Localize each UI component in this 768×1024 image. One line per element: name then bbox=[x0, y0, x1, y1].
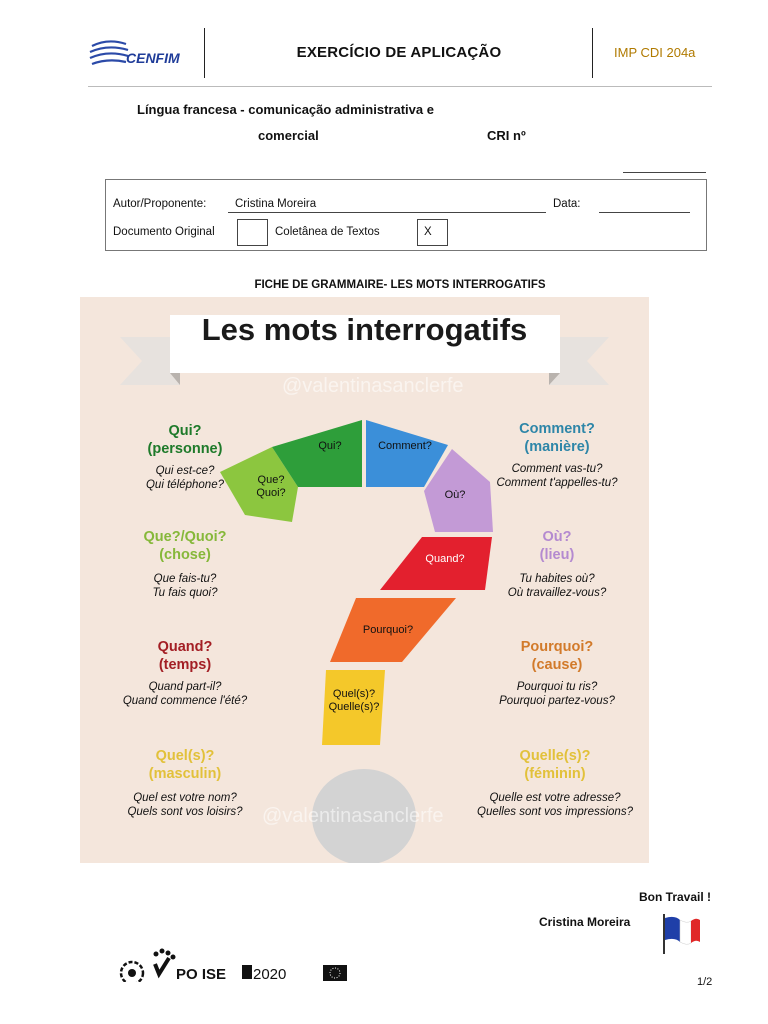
entry-qui bbox=[110, 422, 260, 492]
course-title-line2: comercial bbox=[258, 128, 319, 143]
poster-image bbox=[80, 297, 649, 863]
entry-quelle-sub: (féminin) bbox=[524, 766, 586, 782]
entry-comment-ex1: Comment vas-tu? bbox=[511, 463, 603, 475]
entry-quand-ex1: Quand part-il? bbox=[148, 681, 222, 693]
entry-quel bbox=[100, 747, 270, 819]
segment-label-comment: Comment? bbox=[378, 440, 432, 452]
segment-label-pourquoi: Pourquoi? bbox=[362, 624, 414, 636]
header-rule bbox=[88, 86, 712, 87]
entry-ou-ex2: Où travaillez-vous? bbox=[507, 587, 607, 599]
entry-quelle bbox=[462, 747, 648, 819]
watermark-bottom: @valentinasanclerfe bbox=[262, 805, 444, 827]
entry-ou-sub: (lieu) bbox=[539, 547, 575, 563]
coletanea-label: Coletânea de Textos bbox=[275, 226, 380, 238]
entry-comment-sub: (manière) bbox=[524, 439, 590, 455]
entry-qui-head: Qui? bbox=[168, 423, 202, 439]
funding-logos bbox=[110, 946, 350, 982]
entry-quel-sub: (masculin) bbox=[148, 766, 222, 782]
entry-pourquoi-ex1: Pourquoi tu ris? bbox=[516, 681, 598, 693]
header-divider-right bbox=[592, 28, 593, 78]
entry-comment bbox=[472, 420, 642, 490]
entry-pourquoi-head: Pourquoi? bbox=[520, 639, 594, 655]
pocem-logo-icon bbox=[121, 962, 143, 982]
author-label: Autor/Proponente: bbox=[113, 198, 207, 210]
bon-travail-text: Bon Travail ! bbox=[639, 890, 712, 904]
entry-comment-ex2: Comment t'appelles-tu? bbox=[496, 477, 618, 489]
entry-que bbox=[110, 528, 260, 600]
header-divider-left bbox=[204, 28, 205, 78]
entry-pourquoi-ex2: Pourquoi partez-vous? bbox=[499, 695, 615, 707]
document-code: IMP CDI 204a bbox=[614, 45, 696, 60]
entry-que-head: Que?/Quoi? bbox=[143, 529, 227, 545]
entry-quel-ex1: Quel est votre nom? bbox=[133, 792, 237, 804]
entry-quelle-head: Quelle(s)? bbox=[519, 748, 591, 764]
signature-author: Cristina Moreira bbox=[539, 915, 631, 929]
segment-label-quel: Quel(s)? Quelle(s)? bbox=[328, 688, 380, 713]
entry-quand-head: Quand? bbox=[157, 639, 213, 655]
entry-quel-ex2: Quels sont vos loisirs? bbox=[127, 806, 243, 818]
entry-quand-ex2: Quand commence l'été? bbox=[122, 695, 248, 707]
date-label: Data: bbox=[553, 198, 581, 210]
portugal2020-logo-icon bbox=[242, 965, 286, 982]
entry-quel-head: Quel(s)? bbox=[155, 748, 215, 764]
entry-que-ex2: Tu fais quoi? bbox=[152, 587, 218, 599]
segment-label-ou: Où? bbox=[444, 489, 466, 501]
entry-quelle-ex2: Quelles sont vos impressions? bbox=[477, 806, 633, 818]
segment-label-quand: Quand? bbox=[425, 553, 465, 565]
course-title-line1: Língua francesa - comunicação administrativa e bbox=[137, 102, 434, 117]
segment-label-qui: Qui? bbox=[318, 440, 342, 452]
doc-original-label: Documento Original bbox=[113, 226, 215, 238]
eu-flag-icon bbox=[323, 965, 347, 981]
author-underline bbox=[228, 212, 546, 213]
portugal2020-label: 2020 bbox=[253, 966, 287, 982]
form-box bbox=[105, 179, 707, 251]
cenfim-logo bbox=[88, 36, 188, 72]
entry-quand bbox=[100, 638, 270, 708]
author-value[interactable]: Cristina Moreira bbox=[235, 198, 317, 210]
po-ise-logo-icon bbox=[154, 949, 176, 975]
entry-ou-ex1: Tu habites où? bbox=[519, 573, 595, 585]
cri-label: CRI nº bbox=[487, 128, 526, 143]
entry-qui-sub: (personne) bbox=[147, 441, 223, 457]
segment-label-que-quoi: Que? Quoi? bbox=[256, 474, 286, 499]
entry-comment-head: Comment? bbox=[519, 421, 595, 437]
french-flag-icon bbox=[660, 912, 702, 956]
entry-quand-sub: (temps) bbox=[158, 657, 212, 673]
watermark-top: @valentinasanclerfe bbox=[282, 375, 464, 397]
entry-pourquoi bbox=[472, 638, 642, 708]
cri-line bbox=[623, 172, 706, 173]
page-number: 1/2 bbox=[697, 976, 713, 988]
entry-que-ex1: Que fais-tu? bbox=[153, 573, 217, 585]
doc-original-checkbox[interactable] bbox=[237, 219, 268, 246]
entry-quelle-ex1: Quelle est votre adresse? bbox=[489, 792, 621, 804]
coletanea-checkbox[interactable]: X bbox=[417, 219, 448, 246]
date-field[interactable] bbox=[599, 212, 690, 213]
header-title: EXERCÍCIO DE APLICAÇÃO bbox=[296, 44, 502, 61]
fiche-title: FICHE DE GRAMMAIRE- LES MOTS INTERROGATIFS bbox=[254, 279, 546, 291]
logo-text: CENFIM bbox=[126, 50, 180, 66]
entry-qui-ex2: Qui téléphone? bbox=[145, 479, 224, 491]
entry-pourquoi-sub: (cause) bbox=[531, 657, 583, 673]
entry-que-sub: (chose) bbox=[159, 547, 211, 563]
entry-ou bbox=[472, 528, 642, 600]
po-ise-label: PO ISE bbox=[176, 966, 227, 982]
entry-ou-head: Où? bbox=[542, 529, 572, 545]
entry-qui-ex1: Qui est-ce? bbox=[155, 465, 215, 477]
poster-title: Les mots interrogatifs bbox=[201, 312, 528, 347]
